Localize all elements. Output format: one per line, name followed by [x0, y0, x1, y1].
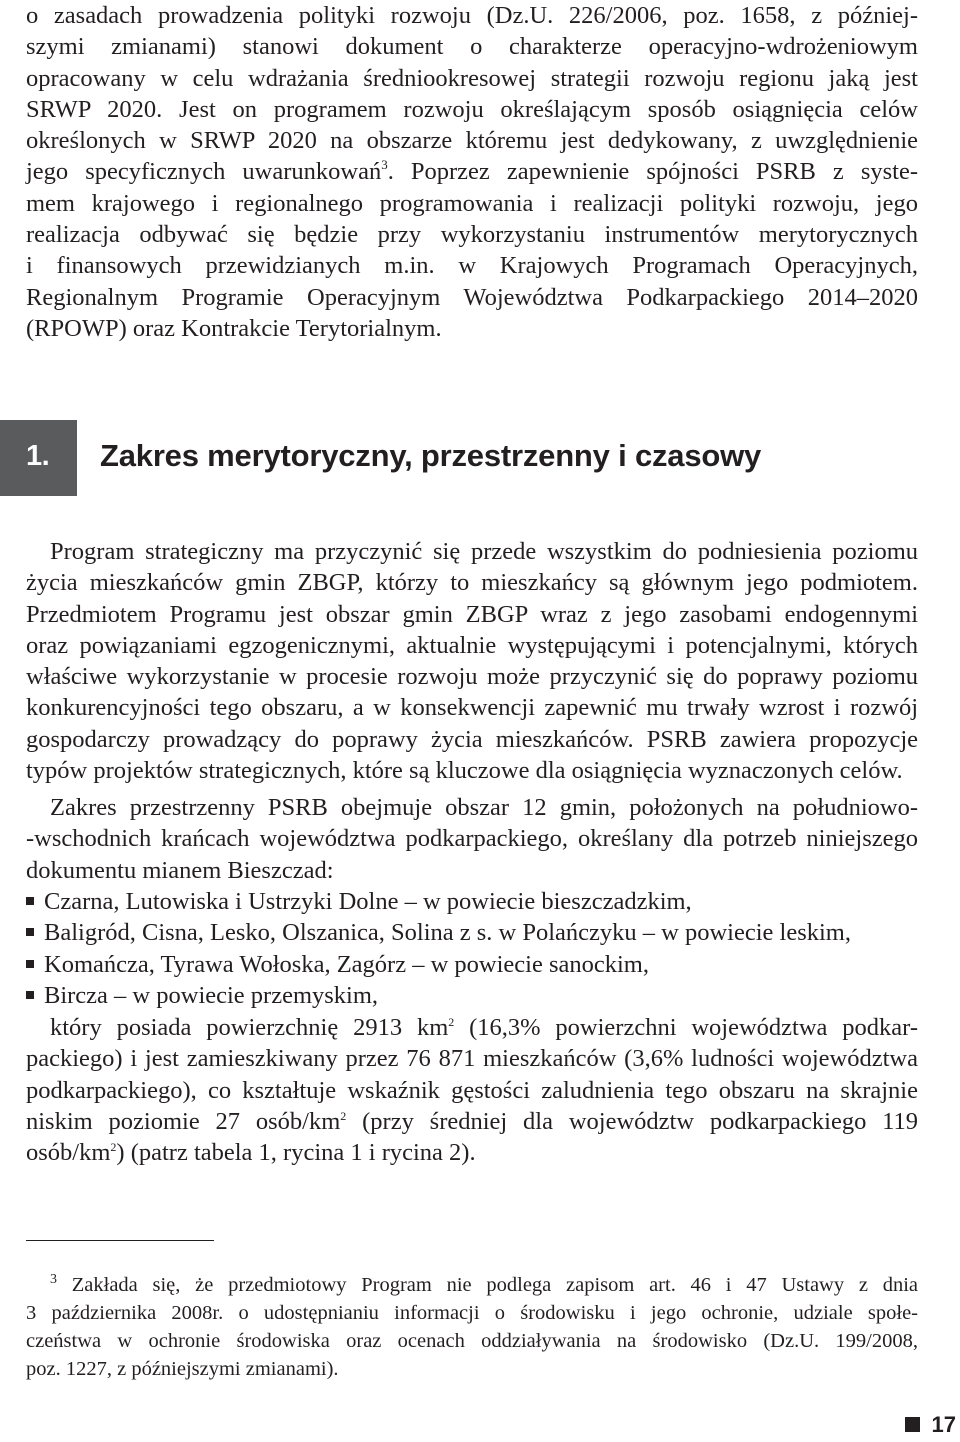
page-number-text: 17: [931, 1412, 956, 1437]
text-line: [26, 156, 918, 187]
list-item-text: Czarna, Lutowiska i Ustrzyki Dolne – w powiecie bieszczadzkim,: [44, 888, 692, 915]
section-number-box: [0, 420, 77, 496]
footnote-number: 3: [50, 1272, 57, 1287]
text-line: życia mieszkańców gmin ZBGP, którzy to mieszkańcy są głównym jego podmiotem.: [26, 569, 918, 597]
footnote-line: 3 października 2008r. o udostępnianiu informacji o środowisku i jego ochronie, udziale społe-: [26, 1302, 918, 1324]
text-line: Przedmiotem Programu jest obszar gmin ZBGP wraz z jego zasobami endogennymi: [26, 600, 918, 628]
intro-paragraph: [26, 0, 918, 344]
text-line: określonych w SRWP 2020 na obszarze któremu jest dedykowany, z uwzględnienie: [26, 127, 918, 155]
bullet-square-icon: [26, 897, 34, 905]
text-line: packiego) i jest zamieszkiwany przez 76 871 mieszkańców (3,6% ludności województwa: [26, 1045, 918, 1073]
section-title: Zakres merytoryczny, przestrzenny i czasowy: [100, 438, 762, 473]
footnote-line: poz. 1227, z późniejszymi zmianami).: [26, 1358, 339, 1380]
text-fragment: jego specyficznych uwarunkowań: [26, 158, 382, 186]
text-line: [26, 1012, 918, 1043]
text-line: mem krajowego i regionalnego programowania i realizacji polityki rozwoju, jego: [26, 189, 918, 217]
bullet-square-icon: [26, 991, 34, 999]
text-fragment: (16,3% powierzchni województwa podkar-: [454, 1014, 918, 1041]
list-item-text: Baligród, Cisna, Lesko, Olszanica, Solina z s. w Polańczyku – w powiecie leskim,: [44, 919, 851, 947]
footnote-divider: [26, 1240, 214, 1241]
text-fragment: osób/km: [26, 1139, 111, 1167]
text-line: [26, 1106, 918, 1137]
superscript: 2: [340, 1108, 347, 1123]
section-number: 1.: [26, 440, 50, 472]
text-line: typów projektów strategicznych, które są kluczowe dla osiągnięcia wyznaczonych celów.: [26, 757, 903, 785]
list-item-text: Komańcza, Tyrawa Wołoska, Zagórz – w powiecie sanockim,: [44, 950, 649, 978]
footnote-line: czeństwa w ochronie środowiska oraz ocenach oddziaływania na środowisko (Dz.U. 199/2008,: [26, 1330, 918, 1352]
body-paragraph-2: [26, 792, 918, 886]
text-line: dokumentu mianem Bieszczad:: [26, 856, 334, 884]
text-line: Zakres przestrzenny PSRB obejmuje obszar 12 gmin, położonych na południowo-: [50, 794, 918, 821]
text-fragment: niskim poziomie 27 osób/km: [26, 1107, 341, 1135]
text-line: opracowany w celu wdrażania średniookresowej strategii rozwoju regionu jaką jest: [26, 64, 918, 92]
text-line: szymi zmianami) stanowi dokument o charakterze operacyjno-wdrożeniowym: [26, 33, 918, 61]
text-line: (RPOWP) oraz Kontrakcie Terytorialnym.: [26, 314, 442, 342]
page-number: [905, 1412, 956, 1438]
bullet-square-icon: [26, 928, 34, 936]
text-line: podkarpackiego), co kształtuje wskaźnik gęstości zaludnienia tego obszaru na skrajnie: [26, 1076, 918, 1104]
text-fragment: który posiada powierzchnię 2913 km: [50, 1014, 449, 1041]
body-paragraph-1: [26, 536, 918, 786]
bullet-square-icon: [26, 960, 34, 968]
footnote-line: [26, 1271, 918, 1299]
square-marker-icon: [905, 1417, 920, 1432]
list-item: [26, 980, 918, 1011]
text-line: konkurencyjności tego obszaru, a w konsekwencji zapewnić mu trwały wzrost i rozwój: [26, 694, 918, 722]
text-fragment: ) (patrz tabela 1, rycina 1 i rycina 2).: [116, 1139, 476, 1167]
text-fragment: (przy średniej dla województw podkarpackiego 119: [346, 1107, 918, 1135]
text-line: -wschodnich krańcach województwa podkarpackiego, określany dla potrzeb niniejszego: [26, 825, 918, 853]
municipality-list: [26, 886, 918, 1011]
footnote-reference[interactable]: 3: [381, 157, 388, 173]
text-line: gospodarczy prowadzący do poprawy życia mieszkańców. PSRB zawiera propozycje: [26, 725, 918, 753]
text-line: SRWP 2020. Jest on programem rozwoju określającym sposób osiągnięcia celów: [26, 95, 918, 123]
list-item: [26, 917, 918, 948]
text-line: właściwe wykorzystanie w procesie rozwoju może przyczynić się do poprawy poziomu: [26, 663, 918, 691]
superscript: 2: [448, 1015, 455, 1029]
list-item: [26, 886, 918, 917]
section-heading: [0, 420, 960, 496]
text-line: i finansowych przewidzianych m.in. w Krajowych Programach Operacyjnych,: [26, 252, 918, 280]
text-line: o zasadach prowadzenia polityki rozwoju (Dz.U. 226/2006, poz. 1658, z później-: [26, 2, 918, 29]
footnote: [26, 1271, 918, 1383]
text-line: realizacja odbywać się będzie przy wykorzystaniu instrumentów merytorycznych: [26, 221, 918, 249]
text-line: [26, 1137, 918, 1168]
body-paragraph-3: [26, 1012, 918, 1168]
list-item: [26, 949, 918, 980]
text-line: Regionalnym Programie Operacyjnym Województwa Podkarpackiego 2014–2020: [26, 283, 918, 311]
text-line: Program strategiczny ma przyczynić się przede wszystkim do podniesienia poziomu: [50, 538, 918, 565]
text-line: oraz powiązaniami egzogenicznymi, aktualnie występującymi i potencjalnymi, których: [26, 631, 918, 659]
list-item-text: Bircza – w powiecie przemyskim,: [44, 981, 379, 1009]
text-fragment: . Poprzez zapewnienie spójności PSRB z syste-: [387, 158, 918, 186]
superscript: 2: [110, 1140, 117, 1155]
text-fragment: Zakłada się, że przedmiotowy Program nie podlega zapisom art. 46 i 47 Ustawy z dnia: [71, 1274, 918, 1296]
